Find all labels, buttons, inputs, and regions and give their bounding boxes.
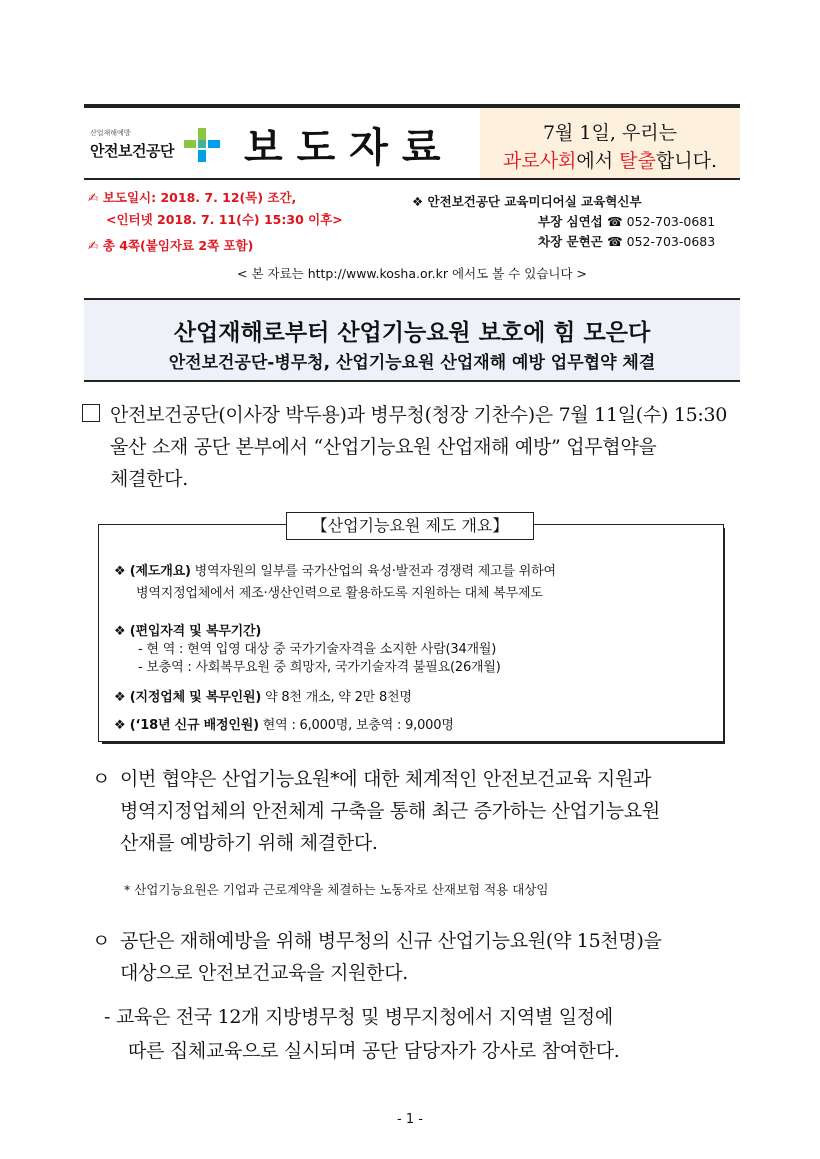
org-name: 안전보건공단 [90, 142, 174, 160]
slogan-text: 에서 [576, 150, 620, 172]
system-item-3 [114, 686, 412, 705]
headline-main: 산업재해로부터 산업기능요원 보호에 힘 모은다 [173, 320, 651, 346]
system-item-2-label: ❖ (편입자격 및 복무기간) [114, 624, 262, 639]
release-date: ✍ 보도일시: 2018. 7. 12(목) 조간, [88, 190, 297, 205]
slogan-box [480, 108, 740, 178]
system-item-2 [114, 620, 261, 639]
page-count: ✍ 총 4쪽(붙임자료 2쪽 포함) [88, 238, 254, 253]
cross-logo-icon [184, 126, 220, 164]
contact-2-phone: ☎ 052-703-0683 [607, 234, 716, 249]
intro-line-1: 안전보건공단(이사장 박두용)과 병무청(청장 기찬수)은 7월 11일(수) 15:30 [110, 404, 728, 426]
contact-2 [538, 232, 715, 250]
para1-line-2: 병역지정업체의 안전체계 구축을 통해 최근 증가하는 산업기능요원 [120, 800, 660, 822]
para1-line-3: 산재를 예방하기 위해 체결한다. [120, 832, 378, 854]
system-item-1-text: 병역자원의 일부를 국가산업의 육성·발전과 경쟁력 제고를 위하여 [190, 564, 556, 579]
system-item-1 [114, 560, 556, 579]
org-logo [84, 120, 214, 170]
system-item-4-text: 현역 : 6,000명, 보충역 : 9,000명 [258, 718, 454, 733]
intro-line-3: 체결한다. [110, 468, 188, 490]
slogan-highlight-2: 탈출 [619, 150, 656, 172]
system-item-2-sub-1: - 현 역 : 현역 입영 대상 중 국가기술자격을 소지한 사람(34개월) [138, 642, 497, 657]
para3-line-1: - 교육은 전국 12개 지방병무청 및 병무지청에서 지역별 일정에 [104, 1006, 613, 1028]
intro-line-2: 울산 소재 공단 본부에서 “산업기능요원 산업재해 예방” 업무협약을 [110, 436, 657, 458]
para2-line-2: 대상으로 안전보건교육을 지원한다. [120, 962, 409, 984]
checkbox-bullet-icon [82, 404, 100, 422]
slogan-line-2 [480, 146, 740, 173]
press-header [84, 108, 740, 180]
org-small-label: 산업재해예방 [90, 129, 131, 137]
contact-1 [538, 212, 715, 230]
slogan-highlight-1: 과로사회 [503, 150, 577, 172]
contact-1-phone: ☎ 052-703-0681 [607, 214, 716, 229]
system-item-1-label: ❖ (제도개요) [114, 564, 191, 579]
para2-line-1: 공단은 재해예방을 위해 병무청의 신규 산업기능요원(약 15천명)을 [120, 930, 662, 952]
page-number: - 1 - [397, 1112, 423, 1127]
system-item-3-label: ❖ (지정업체 및 복무인원) [114, 690, 262, 705]
system-item-4 [114, 714, 454, 733]
system-item-2-sub-2: - 보충역 : 사회복무요원 중 희망자, 국가기술자격 불필요(26개월) [138, 660, 501, 675]
para1-footnote: * 산업기능요원은 기업과 근로계약을 체결하는 노동자로 산재보험 적용 대상임 [124, 882, 549, 897]
internet-release: <인터넷 2018. 7. 11(수) 15:30 이후> [106, 212, 343, 227]
contact-2-name: 차장 문현곤 [538, 234, 603, 249]
system-item-1-cont: 병역지정업체에서 제조·생산인력으로 활용하도록 지원하는 대체 복무제도 [136, 586, 543, 601]
department: ❖ 안전보건공단 교육미디어실 교육혁신부 [412, 194, 642, 209]
slogan-text-end: 합니다. [655, 150, 717, 172]
para2-bullet: ㅇ [92, 930, 111, 952]
para1-bullet: ㅇ [92, 768, 111, 790]
system-box-title: 【산업기능요원 제도 개요】 [286, 512, 534, 540]
system-item-4-label: ❖ (‘18년 신규 배정인원) [114, 718, 259, 733]
para3-line-2: 따른 집체교육으로 실시되며 공단 담당자가 강사로 참여한다. [128, 1040, 620, 1062]
website-note: < 본 자료는 http://www.kosha.or.kr 에서도 볼 수 있습니다 > [237, 266, 587, 281]
headline-box [84, 298, 740, 382]
slogan-line-1: 7월 1일, 우리는 [542, 122, 678, 144]
doc-title: 보도자료 [244, 124, 455, 171]
headline-sub: 안전보건공단-병무청, 산업기능요원 산업재해 예방 업무협약 체결 [168, 353, 656, 373]
system-item-3-text: 약 8천 개소, 약 2만 8천명 [261, 690, 412, 705]
contact-1-name: 부장 심연섭 [538, 214, 603, 229]
para1-line-1: 이번 협약은 산업기능요원*에 대한 체계적인 안전보건교육 지원과 [120, 768, 652, 790]
